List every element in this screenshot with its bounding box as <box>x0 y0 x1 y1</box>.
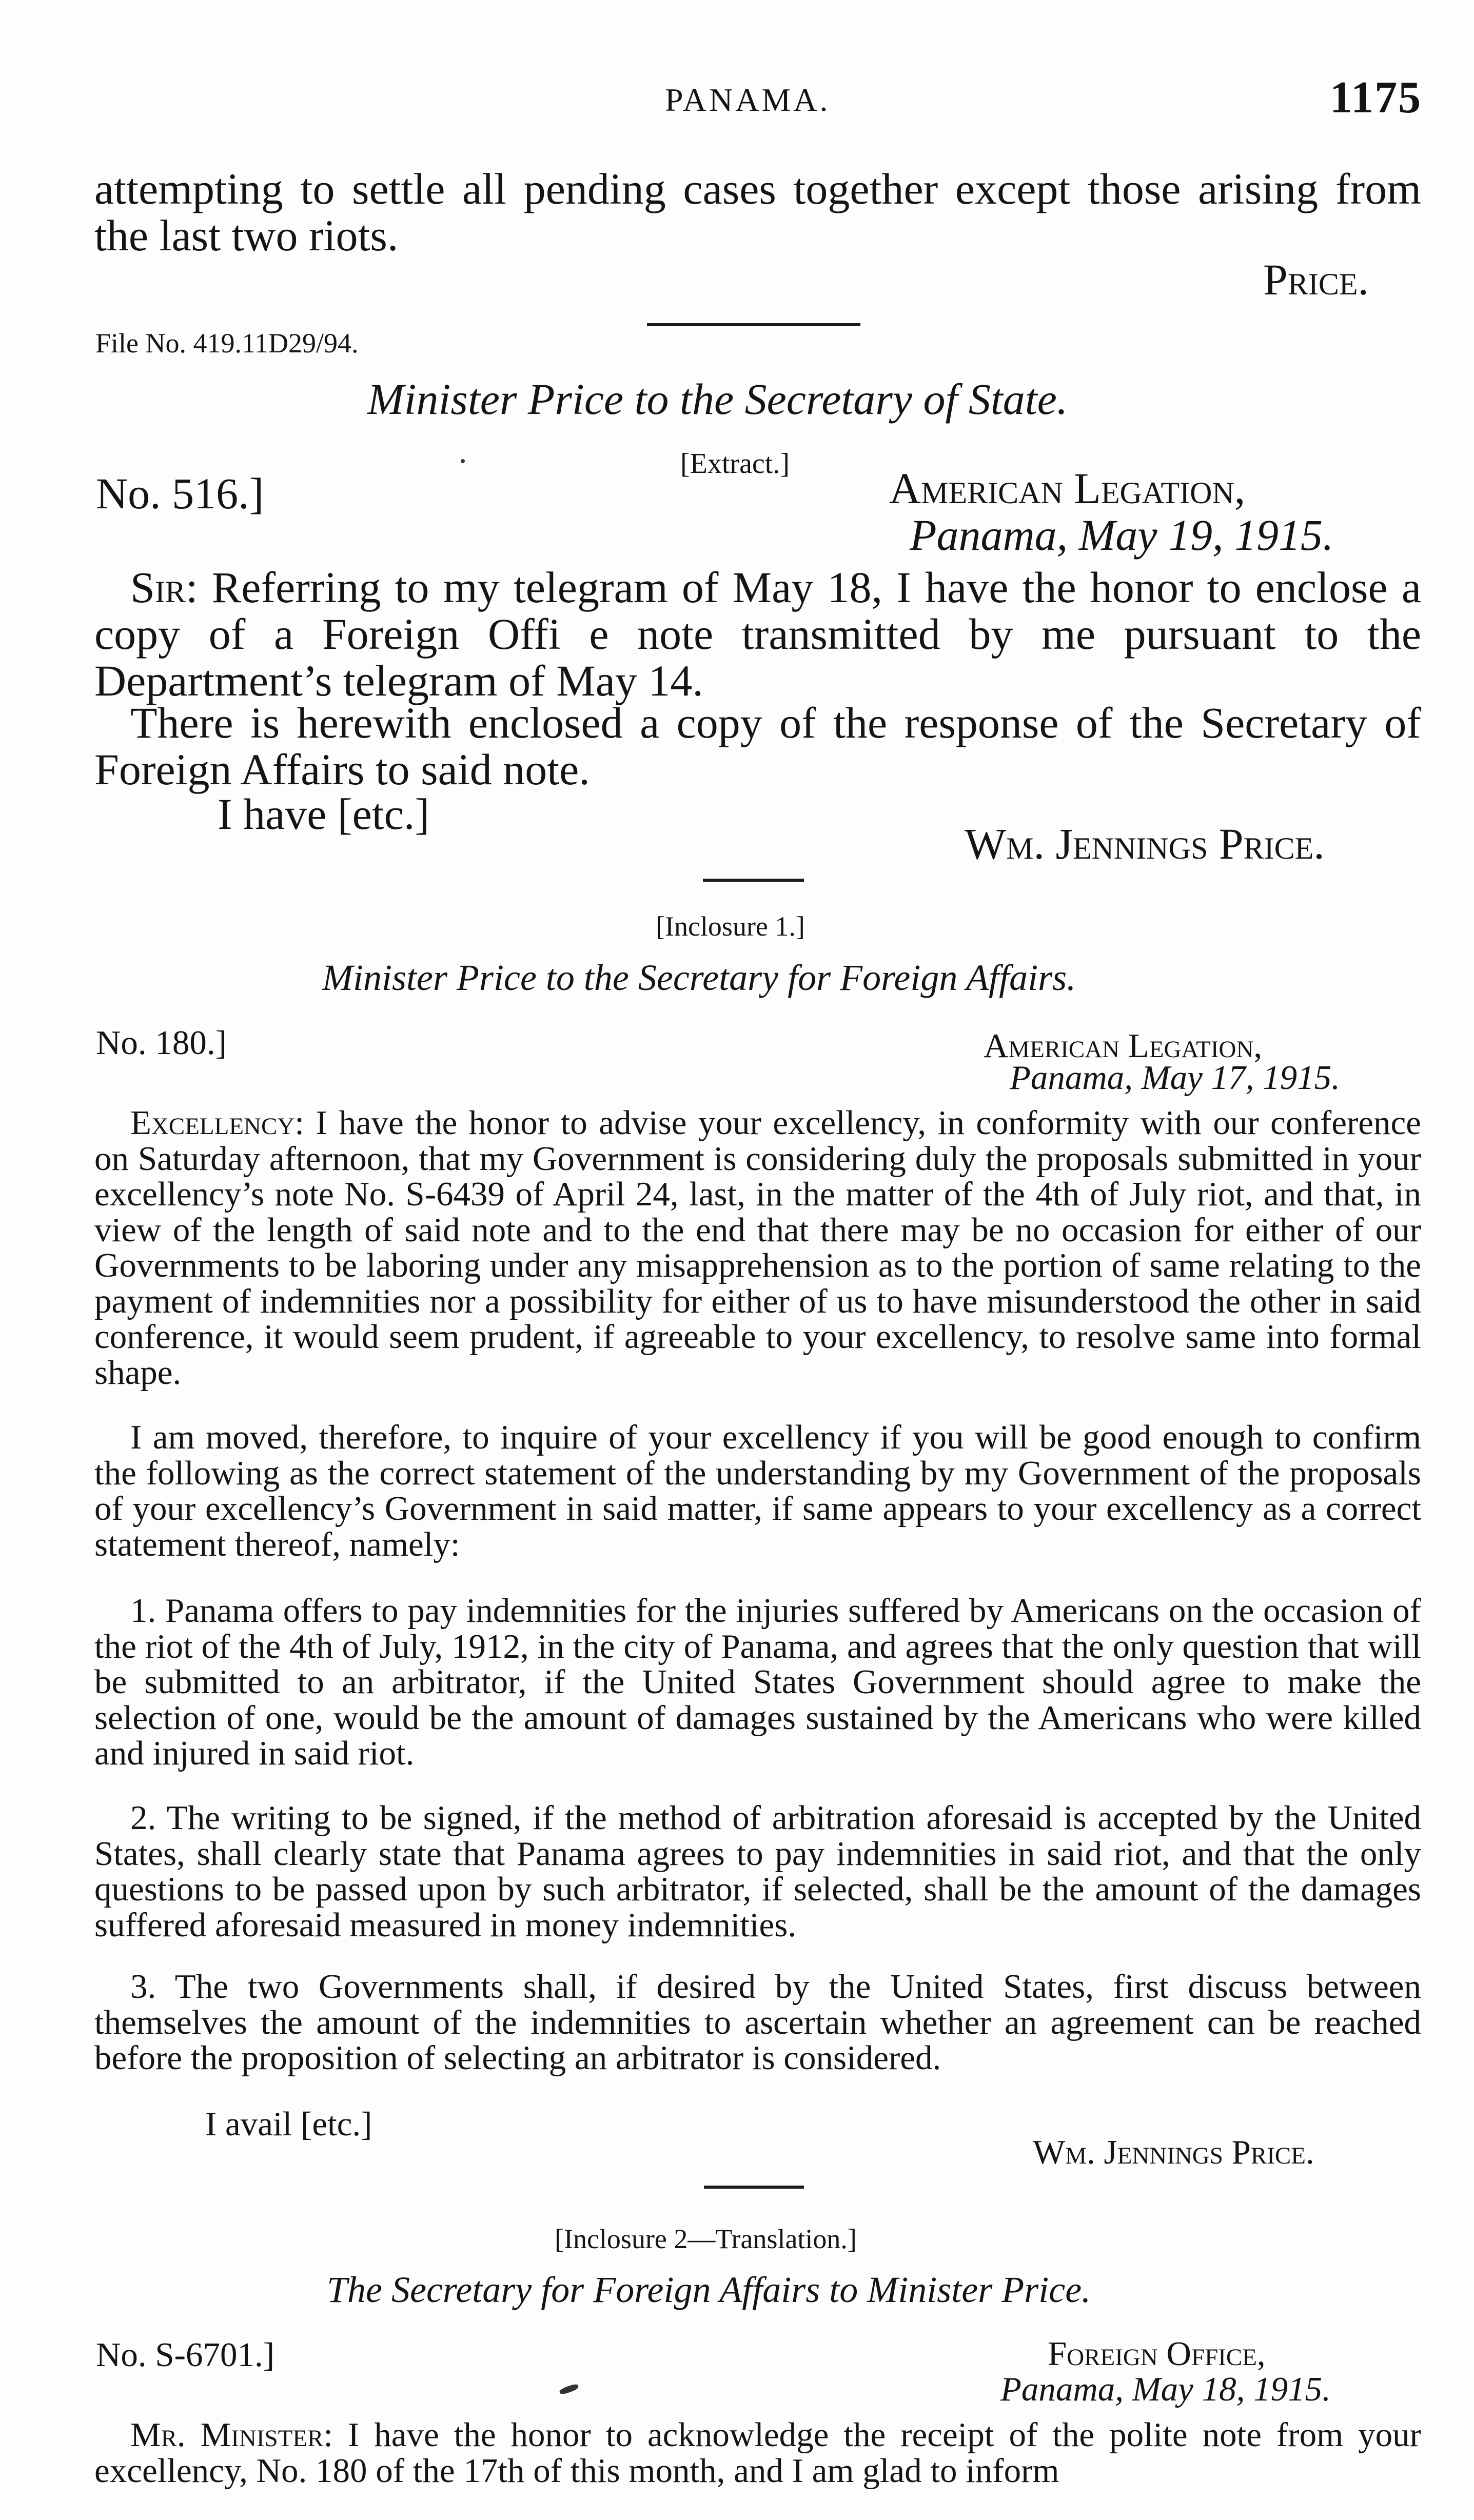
paragraph-text: Referring to my telegram of May 18, I have the honor to enclose a copy of a Foreign Offi e note transmitted by me pursuant to the Department’s telegram of May 14. <box>94 563 1421 705</box>
section-divider <box>704 2186 804 2189</box>
numbered-item: 1. Panama offers to pay indemnities for the injuries suffered by Americans on the occasion of the riot of the 4th of July, 1912, in the city of Panama, and agrees that the only question that will be submitted to an arbitrator, if the United States Government should agree to make the selection of one, would be the amount of damages sustained by the Americans who were killed and injured in said riot. <box>94 1592 1421 1772</box>
sender-office: American Legation, <box>984 1027 1263 1065</box>
letter-paragraph: There is herewith enclosed a copy of the response of the Secretary of Foreign Affairs to said note. <box>94 698 1421 794</box>
document-number: No. 516.] <box>96 469 264 518</box>
inclosure-heading: [Inclosure 1.] <box>656 911 805 942</box>
numbered-item: 2. The writing to be signed, if the method of arbitration aforesaid is accepted by the United States, shall clearly state that Panama agrees to pay indemnities in said riot, and that the only questions to be passed upon by such arbitrator, if selected, shall be the amount of the damages suffered aforesaid measured in money indemnities. <box>94 1799 1421 1944</box>
paragraph-text: I have the honor to advise your excellency, in conformity with our conference on Saturday afternoon, that my Government is considering duly the proposals submitted in your excellency’s note No. S-6439 of April 24, last, in the matter of the 4th of July riot, and that, in view of the length of said note and to the end that there may be no occasion for either of our Governments to be laboring under any misapprehension as to the portion of same relating to the payment of indemnities nor a possibility for either of us to have misunderstood the other in said conference, it would seem prudent, if agreeable to your excellency, to resolve same into formal shape. <box>94 1104 1421 1392</box>
closing: I avail [etc.] <box>205 2105 372 2143</box>
document-number: No. S-6701.] <box>96 2336 275 2374</box>
place-date: Panama, May 17, 1915. <box>1010 1059 1340 1097</box>
document-title: Minister Price to the Secretary of State. <box>367 374 1068 424</box>
section-divider <box>647 323 860 326</box>
closing: I have [etc.] <box>218 789 429 839</box>
letter-paragraph <box>94 1105 1421 1391</box>
inclosure-heading: [Inclosure 2—Translation.] <box>555 2224 857 2254</box>
page-number: 1175 <box>1330 73 1422 123</box>
inclosure-title: Minister Price to the Secretary for Foreign Affairs. <box>322 957 1076 998</box>
salutation: Excellency: <box>130 1104 304 1142</box>
scan-speck <box>461 459 465 463</box>
extract-label: [Extract.] <box>680 448 790 480</box>
previous-signature: Price. <box>1263 255 1369 304</box>
sender-office: American Legation, <box>889 464 1246 513</box>
numbered-item: 3. The two Governments shall, if desired by the United States, first discuss between themselves the amount of the indemnities to ascertain whether an agreement can be reached before the proposition of selecting an arbitrator is considered. <box>94 1968 1421 2077</box>
letter-paragraph <box>94 2417 1421 2489</box>
sender-office: Foreign Office, <box>1048 2335 1266 2373</box>
place-date: Panama, May 19, 1915. <box>910 510 1334 560</box>
letter-paragraph: I am moved, therefore, to inquire of your excellency if you will be good enough to confirm the following as the correct statement of the understanding by my Government of the proposals of your excellency’s Government in said matter, if same appears to your excellency as a correct statement thereof, namely: <box>94 1418 1421 1563</box>
paragraph-text: I have the honor to acknowledge the receipt of the polite note from your excellency, No. 180 of the 17th of this month, and I am glad to inform <box>94 2416 1421 2490</box>
file-number: File No. 419.11D29/94. <box>95 328 359 359</box>
document-number: No. 180.] <box>96 1024 227 1062</box>
letter-paragraph <box>94 564 1421 704</box>
signature: Wm. Jennings Price. <box>1033 2133 1314 2171</box>
section-divider <box>703 879 804 882</box>
place-date: Panama, May 18, 1915. <box>1000 2370 1331 2408</box>
running-header: PANAMA. <box>665 82 831 118</box>
continuation-paragraph: attempting to settle all pending cases together except those arising from the last two riots. <box>94 164 1421 260</box>
scan-speck <box>559 2383 579 2395</box>
signature: Wm. Jennings Price. <box>965 819 1325 868</box>
salutation: Sir: <box>130 563 198 612</box>
inclosure-title: The Secretary for Foreign Affairs to Minister Price. <box>327 2269 1091 2310</box>
salutation: Mr. Minister: <box>130 2416 333 2454</box>
